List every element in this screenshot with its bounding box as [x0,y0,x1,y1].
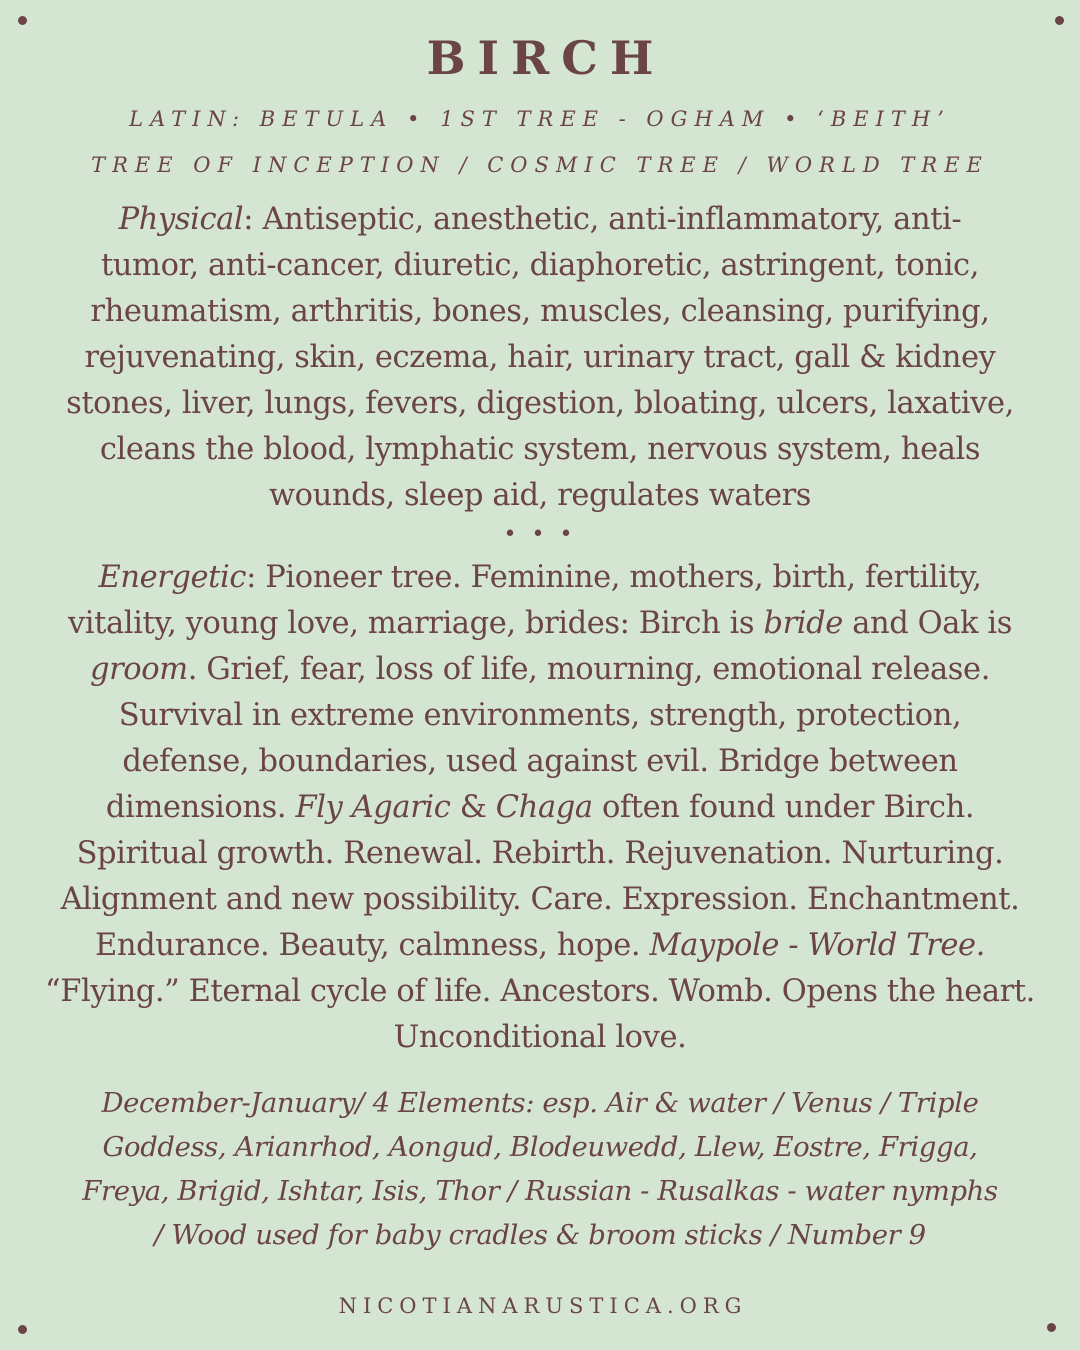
physical-section [40,197,1040,519]
energetic-line: Spiritual growth. Renewal. Rebirth. Rejuvenation. Nurturing. [76,836,1004,871]
energetic-line: Unconditional love. [393,1020,687,1055]
physical-label: Physical [118,202,244,237]
corner-dot-bottom-left [18,1325,27,1334]
energetic-line: Energetic: Pioneer tree. Feminine, mothers, birth, fertility, [98,560,982,595]
energetic-line: Alignment and new possibility. Care. Expression. Enchantment. [60,882,1020,917]
energetic-line: defense, boundaries, used against evil. Bridge between [122,744,958,779]
correspondence-line: / Wood used for baby cradles & broom sticks / Number 9 [154,1219,926,1251]
corner-dot-bottom-right [1047,1323,1056,1332]
correspondences-section [40,1081,1040,1257]
energetic-line: “Flying.” Eternal cycle of life. Ancestors. Womb. Opens the heart. [45,974,1035,1009]
corner-dot-top-right [1055,16,1064,25]
subtitle-tree-names: TREE OF INCEPTION / COSMIC TREE / WORLD TREE [91,153,989,177]
physical-line: cleans the blood, lymphatic system, nervous system, heals [99,432,981,467]
energetic-label: Energetic [98,560,247,595]
physical-line: stones, liver, lungs, fevers, digestion, bloating, ulcers, laxative, [66,386,1014,421]
physical-line: rejuvenating, skin, eczema, hair, urinary tract, gall & kidney [84,340,996,375]
correspondence-line: Goddess, Arianrhod, Aongud, Blodeuwedd, Llew, Eostre, Frigga, [102,1131,978,1163]
correspondence-line: December-January/ 4 Elements: esp. Air & water / Venus / Triple [101,1087,979,1119]
section-separator: • • • [503,522,577,547]
physical-line: tumor, anti-cancer, diuretic, diaphoretic, astringent, tonic, [100,248,980,283]
page-title: BIRCH [426,31,666,85]
energetic-line: groom. Grief, fear, loss of life, mourning, emotional release. [90,652,990,687]
corner-dot-top-left [18,16,27,25]
subtitle-latin: LATIN: BETULA • 1ST TREE - OGHAM • ‘BEITH’ [129,107,951,131]
energetic-line: Survival in extreme environments, strength, protection, [118,698,962,733]
energetic-line: Endurance. Beauty, calmness, hope. Maypole - World Tree. [95,928,985,963]
physical-line: wounds, sleep aid, regulates waters [268,478,812,513]
energetic-section [40,555,1040,1061]
energetic-line: vitality, young love, marriage, brides: Birch is bride and Oak is [67,606,1013,641]
physical-line: rheumatism, arthritis, bones, muscles, cleansing, purifying, [90,294,990,329]
physical-line: Physical: Antiseptic, anesthetic, anti-inflammatory, anti- [118,202,962,237]
energetic-line: dimensions. Fly Agaric & Chaga often found under Birch. [105,790,975,825]
footer-website: NICOTIANARUSTICA.ORG [338,1294,748,1318]
correspondence-line: Freya, Brigid, Ishtar, Isis, Thor / Russian - Rusalkas - water nymphs [82,1175,998,1207]
